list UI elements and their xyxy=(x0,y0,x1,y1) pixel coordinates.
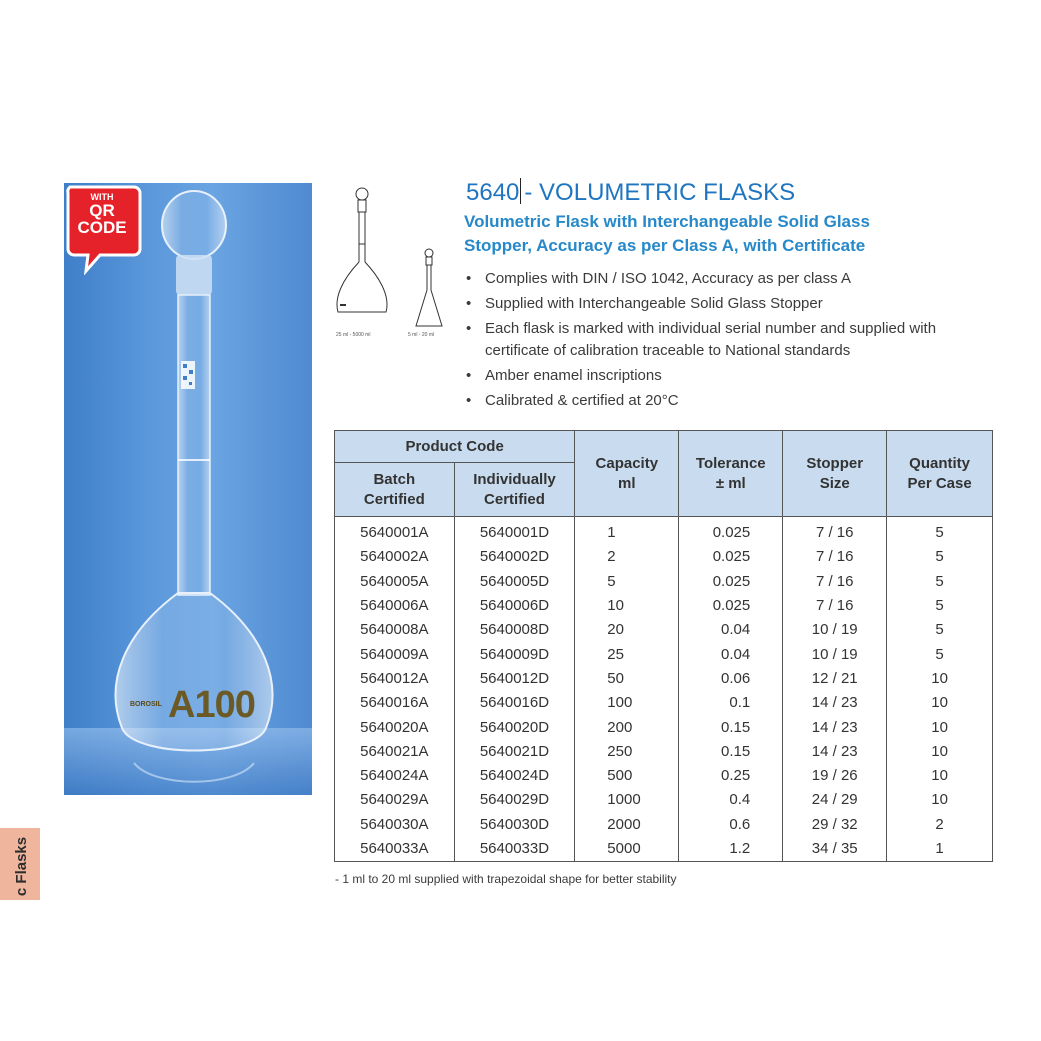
qr-code-badge xyxy=(64,183,144,275)
batch-code-cell: 5640002A xyxy=(335,545,455,569)
batch-code-cell: 5640033A xyxy=(335,837,455,862)
individual-code-cell: 5640020D xyxy=(454,715,575,739)
table-row xyxy=(335,618,993,642)
stopper-size-cell: 10 / 19 xyxy=(783,618,887,642)
header-tolerance: Tolerance ± ml xyxy=(679,431,783,517)
table-row xyxy=(335,788,993,812)
tolerance-cell: 0.04 xyxy=(679,618,783,642)
tolerance-cell: 0.025 xyxy=(679,594,783,618)
batch-code-cell: 5640024A xyxy=(335,764,455,788)
capacity-cell: 250 xyxy=(575,740,679,764)
flask-capacity-mark: A100 xyxy=(168,684,255,726)
quantity-cell: 10 xyxy=(887,691,993,715)
tolerance-cell: 1.2 xyxy=(679,837,783,862)
product-subtitle xyxy=(464,210,944,258)
stopper-size-cell: 29 / 32 xyxy=(783,813,887,837)
quantity-cell: 5 xyxy=(887,594,993,618)
quantity-cell: 10 xyxy=(887,715,993,739)
table-row xyxy=(335,813,993,837)
table-row xyxy=(335,764,993,788)
batch-code-cell: 5640008A xyxy=(335,618,455,642)
capacity-cell: 200 xyxy=(575,715,679,739)
table-row xyxy=(335,740,993,764)
header-capacity: Capacity ml xyxy=(575,431,679,517)
table-row xyxy=(335,517,993,546)
feature-item: • Calibrated & certified at 20°C xyxy=(466,390,1006,412)
footnote: - 1 ml to 20 ml supplied with trapezoidal shape for better stability xyxy=(335,872,677,886)
batch-code-cell: 5640012A xyxy=(335,667,455,691)
product-spec-table xyxy=(334,430,993,862)
tolerance-cell: 0.025 xyxy=(679,517,783,546)
product-series-code: 5640 xyxy=(466,179,520,206)
stopper-size-cell: 24 / 29 xyxy=(783,788,887,812)
batch-code-cell: 5640005A xyxy=(335,570,455,594)
diagram-caption-large: 25 ml - 5000 ml xyxy=(336,332,371,338)
badge-mid-text: QR xyxy=(89,201,115,220)
stopper-size-cell: 7 / 16 xyxy=(783,594,887,618)
individual-code-cell: 5640009D xyxy=(454,642,575,666)
individual-code-cell: 5640006D xyxy=(454,594,575,618)
table-row xyxy=(335,715,993,739)
header-batch-certified: Batch Certified xyxy=(335,463,455,517)
feature-list xyxy=(466,268,1006,415)
capacity-cell: 10 xyxy=(575,594,679,618)
side-tab-label: c Flasks xyxy=(13,836,31,897)
quantity-cell: 5 xyxy=(887,545,993,569)
tolerance-cell: 0.25 xyxy=(679,764,783,788)
tolerance-cell: 0.6 xyxy=(679,813,783,837)
tolerance-cell: 0.06 xyxy=(679,667,783,691)
batch-code-cell: 5640009A xyxy=(335,642,455,666)
batch-code-cell: 5640029A xyxy=(335,788,455,812)
product-title: - VOLUMETRIC FLASKS xyxy=(524,179,796,206)
table-row xyxy=(335,594,993,618)
tolerance-cell: 0.025 xyxy=(679,545,783,569)
page-title xyxy=(466,178,795,207)
batch-code-cell: 5640001A xyxy=(335,517,455,546)
capacity-cell: 2 xyxy=(575,545,679,569)
quantity-cell: 10 xyxy=(887,764,993,788)
header-product-code: Product Code xyxy=(335,431,575,463)
quantity-cell: 5 xyxy=(887,642,993,666)
batch-code-cell: 5640006A xyxy=(335,594,455,618)
capacity-cell: 2000 xyxy=(575,813,679,837)
individual-code-cell: 5640021D xyxy=(454,740,575,764)
individual-code-cell: 5640012D xyxy=(454,667,575,691)
flask-line-diagrams xyxy=(330,180,450,350)
stopper-size-cell: 7 / 16 xyxy=(783,570,887,594)
tolerance-cell: 0.025 xyxy=(679,570,783,594)
subtitle-line-1: Volumetric Flask with Interchangeable Solid Glass xyxy=(464,212,870,231)
quantity-cell: 1 xyxy=(887,837,993,862)
quantity-cell: 10 xyxy=(887,667,993,691)
capacity-cell: 100 xyxy=(575,691,679,715)
individual-code-cell: 5640033D xyxy=(454,837,575,862)
individual-code-cell: 5640029D xyxy=(454,788,575,812)
capacity-cell: 50 xyxy=(575,667,679,691)
product-photo xyxy=(64,183,312,795)
stopper-size-cell: 14 / 23 xyxy=(783,691,887,715)
subtitle-line-2: Stopper, Accuracy as per Class A, with Certificate xyxy=(464,236,866,255)
stopper-size-cell: 7 / 16 xyxy=(783,545,887,569)
individual-code-cell: 5640016D xyxy=(454,691,575,715)
stopper-size-cell: 12 / 21 xyxy=(783,667,887,691)
stopper-size-cell: 14 / 23 xyxy=(783,740,887,764)
batch-code-cell: 5640030A xyxy=(335,813,455,837)
quantity-cell: 5 xyxy=(887,618,993,642)
individual-code-cell: 5640008D xyxy=(454,618,575,642)
header-stopper-size: Stopper Size xyxy=(783,431,887,517)
badge-bottom-text: CODE xyxy=(77,218,127,237)
quantity-cell: 10 xyxy=(887,740,993,764)
tolerance-cell: 0.15 xyxy=(679,715,783,739)
stopper-size-cell: 14 / 23 xyxy=(783,715,887,739)
individual-code-cell: 5640001D xyxy=(454,517,575,546)
batch-code-cell: 5640020A xyxy=(335,715,455,739)
tolerance-cell: 0.04 xyxy=(679,642,783,666)
badge-top-text: WITH xyxy=(90,192,114,202)
quantity-cell: 5 xyxy=(887,517,993,546)
table-body xyxy=(335,517,993,862)
stopper-size-cell: 10 / 19 xyxy=(783,642,887,666)
quantity-cell: 5 xyxy=(887,570,993,594)
tolerance-cell: 0.1 xyxy=(679,691,783,715)
stopper-size-cell: 19 / 26 xyxy=(783,764,887,788)
header-quantity: Quantity Per Case xyxy=(887,431,993,517)
stopper-size-cell: 7 / 16 xyxy=(783,517,887,546)
capacity-cell: 1000 xyxy=(575,788,679,812)
capacity-cell: 5000 xyxy=(575,837,679,862)
table-row xyxy=(335,642,993,666)
capacity-cell: 1 xyxy=(575,517,679,546)
individual-code-cell: 5640030D xyxy=(454,813,575,837)
table-row xyxy=(335,545,993,569)
individual-code-cell: 5640024D xyxy=(454,764,575,788)
diagram-caption-small: 5 ml - 20 ml xyxy=(408,332,435,338)
feature-item: • Amber enamel inscriptions xyxy=(466,365,1006,387)
capacity-cell: 5 xyxy=(575,570,679,594)
capacity-cell: 500 xyxy=(575,764,679,788)
table-row xyxy=(335,667,993,691)
stopper-size-cell: 34 / 35 xyxy=(783,837,887,862)
feature-item: • Each flask is marked with individual serial number and supplied with certificate of calibration traceable to National standards xyxy=(466,318,985,362)
individual-code-cell: 5640002D xyxy=(454,545,575,569)
flask-brand-label: BOROSIL xyxy=(130,701,162,708)
header-individually-certified: Individually Certified xyxy=(454,463,575,517)
quantity-cell: 10 xyxy=(887,788,993,812)
quantity-cell: 2 xyxy=(887,813,993,837)
title-divider xyxy=(520,178,521,204)
feature-item: • Supplied with Interchangeable Solid Glass Stopper xyxy=(466,293,1006,315)
tolerance-cell: 0.4 xyxy=(679,788,783,812)
batch-code-cell: 5640016A xyxy=(335,691,455,715)
batch-code-cell: 5640021A xyxy=(335,740,455,764)
tolerance-cell: 0.15 xyxy=(679,740,783,764)
section-side-tab xyxy=(0,828,40,900)
individual-code-cell: 5640005D xyxy=(454,570,575,594)
table-row xyxy=(335,691,993,715)
capacity-cell: 20 xyxy=(575,618,679,642)
capacity-cell: 25 xyxy=(575,642,679,666)
table-row xyxy=(335,837,993,862)
feature-item: • Complies with DIN / ISO 1042, Accuracy as per class A xyxy=(466,268,1006,290)
table-row xyxy=(335,570,993,594)
